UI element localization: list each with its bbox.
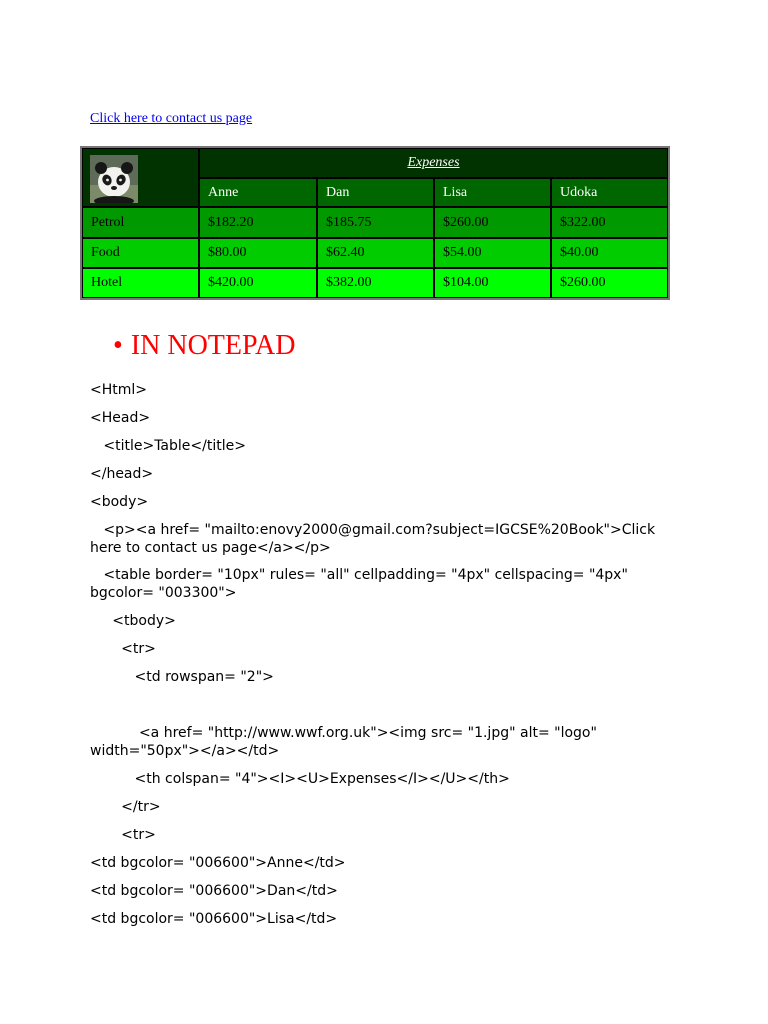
panda-logo-image[interactable] (90, 155, 138, 203)
name-anne: Anne (208, 184, 239, 200)
notepad-heading (113, 330, 295, 362)
cell-value: $104.00 (443, 275, 489, 290)
row-label-hotel (82, 268, 199, 298)
contact-us-link[interactable]: Click here to contact us page (90, 111, 253, 126)
expenses-header-cell (199, 148, 668, 178)
table-cell (434, 238, 551, 268)
code-line: <Html> (90, 382, 148, 398)
code-line: <Head> (90, 410, 151, 426)
code-line: </tr> (90, 799, 161, 815)
code-line: <p><a href= "mailto:enovy2000@gmail.com?subject=IGCSE%20Book">Click here to contact us page</a></p> (90, 522, 660, 556)
code-line: <td rowspan= "2"> (90, 669, 274, 685)
row-label: Petrol (91, 214, 125, 230)
code-line: <title>Table</title> (90, 438, 246, 454)
bullet-icon: • (113, 330, 123, 361)
table-cell (434, 207, 551, 238)
cell-value: $40.00 (560, 245, 599, 260)
code-line: <tbody> (90, 613, 176, 629)
code-line: <table border= "10px" rules= "all" cellpadding= "4px" cellspacing= "4px" bgcolor= "003300"> (90, 567, 633, 601)
code-line: <td bgcolor= "006600">Dan</td> (90, 883, 338, 899)
expenses-table (80, 146, 670, 300)
row-label: Food (91, 245, 120, 260)
name-udoka: Udoka (560, 184, 598, 200)
panda-icon (90, 155, 138, 203)
code-line: </head> (90, 466, 154, 482)
table-cell (434, 268, 551, 298)
table-cell (317, 268, 434, 298)
cell-value: $80.00 (208, 245, 247, 260)
cell-value: $62.40 (326, 245, 365, 260)
table-cell (551, 238, 668, 268)
code-line: <td bgcolor= "006600">Lisa</td> (90, 911, 338, 927)
table-cell (199, 207, 317, 238)
code-line: <td bgcolor= "006600">Anne</td> (90, 855, 346, 871)
name-cell-anne (199, 178, 317, 207)
cell-value: $420.00 (208, 275, 254, 290)
code-line: <th colspan= "4"><I><U>Expenses</I></U></th> (90, 771, 510, 787)
expenses-header: Expenses (407, 155, 460, 170)
heading-text: IN NOTEPAD (130, 330, 296, 361)
table-cell (199, 268, 317, 298)
cell-value: $322.00 (560, 214, 606, 230)
table-cell (317, 207, 434, 238)
row-label-petrol (82, 207, 199, 238)
cell-value: $185.75 (326, 214, 372, 230)
name-dan: Dan (326, 184, 350, 200)
name-cell-lisa (434, 178, 551, 207)
name-cell-dan (317, 178, 434, 207)
cell-value: $382.00 (326, 275, 372, 290)
code-line: <tr> (90, 641, 156, 657)
row-label-food (82, 238, 199, 268)
cell-value: $182.20 (208, 214, 254, 230)
table-cell (551, 268, 668, 298)
table-cell (199, 238, 317, 268)
cell-value: $260.00 (560, 275, 606, 290)
row-label: Hotel (91, 275, 123, 290)
name-cell-udoka (551, 178, 668, 207)
cell-value: $54.00 (443, 245, 482, 260)
table-cell (551, 207, 668, 238)
code-line: <tr> (90, 827, 156, 843)
table-cell (317, 238, 434, 268)
name-lisa: Lisa (443, 184, 468, 200)
code-line: <a href= "http://www.wwf.org.uk"><img src= "1.jpg" alt= "logo" width="50px"></a></td> (90, 725, 602, 759)
code-line: <body> (90, 494, 149, 510)
cell-value: $260.00 (443, 214, 489, 230)
